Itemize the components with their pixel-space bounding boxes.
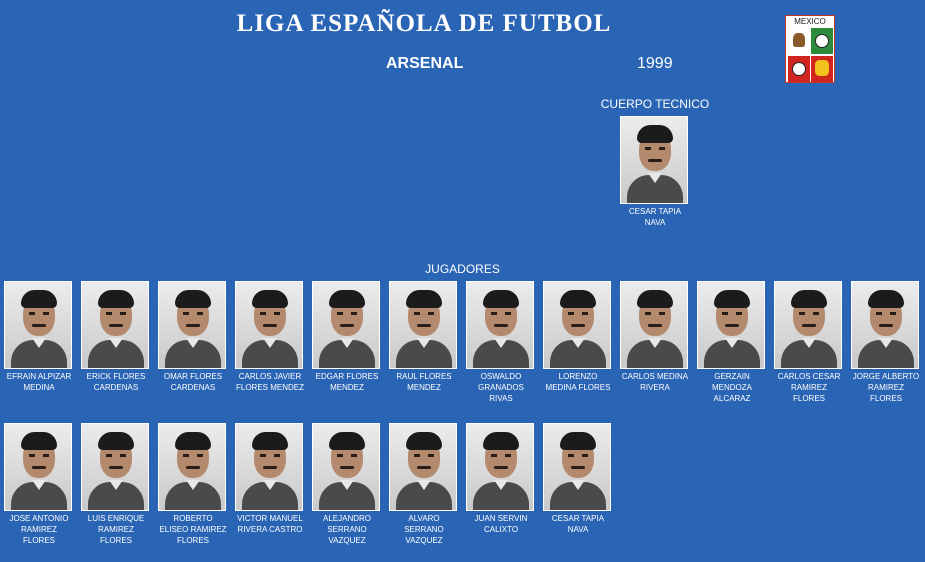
- portrait-must: [417, 466, 431, 469]
- portrait-eyes: [568, 454, 588, 457]
- player-card: [774, 281, 844, 404]
- portrait-eyes: [260, 454, 280, 457]
- player-name: ERICK FLORES CARDENAS: [86, 372, 146, 392]
- player-name: EFRAIN ALPIZAR MEDINA: [6, 372, 72, 392]
- portrait-photo: [620, 116, 688, 204]
- portrait-eyes: [568, 312, 588, 315]
- portrait-photo: [543, 281, 611, 369]
- portrait-eyes: [722, 312, 742, 315]
- portrait-hair: [406, 290, 442, 308]
- portrait-eyes: [29, 454, 49, 457]
- portrait-hair: [21, 290, 57, 308]
- portrait-hair: [98, 290, 134, 308]
- portrait-must: [494, 324, 508, 327]
- player-name: RAUL FLORES MENDEZ: [396, 372, 452, 392]
- player-name: VICTOR MANUEL RIVERA CASTRO: [237, 514, 303, 534]
- portrait-must: [725, 324, 739, 327]
- portrait-must: [32, 324, 46, 327]
- portrait-must: [648, 324, 662, 327]
- player-card: [81, 423, 151, 546]
- portrait-must: [186, 324, 200, 327]
- portrait-hair: [560, 432, 596, 450]
- portrait-hair: [406, 432, 442, 450]
- portrait-must: [417, 324, 431, 327]
- portrait-must: [494, 466, 508, 469]
- player-name: ALVARO SERRANO VAZQUEZ: [404, 514, 444, 545]
- eagle-icon: [793, 33, 805, 47]
- portrait-hair: [791, 290, 827, 308]
- portrait-eyes: [106, 454, 126, 457]
- portrait-eyes: [491, 454, 511, 457]
- portrait-photo: [81, 423, 149, 511]
- portrait-eyes: [337, 312, 357, 315]
- portrait-photo: [4, 281, 72, 369]
- portrait-hair: [175, 432, 211, 450]
- portrait-eyes: [876, 312, 896, 315]
- portrait-photo: [158, 423, 226, 511]
- portrait-must: [109, 324, 123, 327]
- portrait-eyes: [106, 312, 126, 315]
- player-card: [389, 281, 459, 393]
- portrait-eyes: [491, 312, 511, 315]
- player-name: OSWALDO GRANADOS RIVAS: [478, 372, 524, 403]
- portrait-hair: [329, 290, 365, 308]
- soccer-ball-icon: [792, 62, 806, 76]
- portrait-photo: [697, 281, 765, 369]
- player-name: LORENZO MEDINA FLORES: [545, 372, 611, 392]
- page-title: LIGA ESPAÑOLA DE FUTBOL: [236, 10, 612, 37]
- player-card: [620, 281, 690, 393]
- federation-logo: [785, 15, 835, 83]
- portrait-must: [340, 324, 354, 327]
- player-name: EDGAR FLORES MENDEZ: [315, 372, 379, 392]
- portrait-must: [802, 324, 816, 327]
- portrait-hair: [714, 290, 750, 308]
- portrait-photo: [4, 423, 72, 511]
- player-card: [543, 281, 613, 393]
- portrait-must: [648, 159, 662, 162]
- lion-icon: [815, 60, 829, 76]
- player-card: [697, 281, 767, 404]
- portrait-must: [571, 324, 585, 327]
- player-card: [389, 423, 459, 546]
- player-name: JUAN SERVIN CALIXTO: [474, 514, 528, 534]
- player-card: [466, 281, 536, 404]
- portrait-photo: [466, 423, 534, 511]
- portrait-must: [340, 466, 354, 469]
- portrait-eyes: [414, 454, 434, 457]
- player-card: [81, 281, 151, 393]
- staff-heading: CUERPO TECNICO: [600, 97, 710, 111]
- portrait-photo: [312, 423, 380, 511]
- portrait-photo: [466, 281, 534, 369]
- portrait-hair: [483, 290, 519, 308]
- players-heading: JUGADORES: [425, 262, 500, 276]
- portrait-hair: [560, 290, 596, 308]
- player-name: GERZAIN MENDOZA ALCARAZ: [712, 372, 752, 403]
- portrait-must: [263, 466, 277, 469]
- portrait-photo: [235, 281, 303, 369]
- player-name: CARLOS JAVIER FLORES MENDEZ: [235, 372, 304, 392]
- portrait-photo: [235, 423, 303, 511]
- portrait-hair: [252, 432, 288, 450]
- portrait-eyes: [337, 454, 357, 457]
- portrait-eyes: [183, 454, 203, 457]
- portrait-photo: [389, 423, 457, 511]
- portrait-hair: [252, 290, 288, 308]
- player-card: [158, 281, 228, 393]
- player-name: OMAR FLORES CARDENAS: [163, 372, 223, 392]
- player-card: [158, 423, 228, 546]
- portrait-photo: [389, 281, 457, 369]
- portrait-hair: [637, 125, 673, 143]
- portrait-eyes: [414, 312, 434, 315]
- portrait-must: [571, 466, 585, 469]
- player-name: LUIS ENRIQUE RAMIREZ FLORES: [87, 514, 145, 545]
- portrait-photo: [312, 281, 380, 369]
- player-card: [4, 423, 74, 546]
- player-card: [235, 281, 305, 393]
- player-name: CESAR TAPIA NAVA: [628, 207, 682, 227]
- team-name: ARSENAL: [386, 55, 464, 72]
- portrait-must: [263, 324, 277, 327]
- staff-card: [620, 116, 690, 228]
- portrait-photo: [774, 281, 842, 369]
- player-name: ALEJANDRO SERRANO VAZQUEZ: [322, 514, 371, 545]
- portrait-hair: [868, 290, 904, 308]
- portrait-hair: [175, 290, 211, 308]
- portrait-eyes: [183, 312, 203, 315]
- season-year: 1999: [637, 55, 673, 72]
- logo-label: MEXICO: [794, 17, 826, 26]
- player-name: ROBERTO ELISEO RAMIREZ FLORES: [159, 514, 227, 545]
- portrait-eyes: [645, 312, 665, 315]
- portrait-must: [879, 324, 893, 327]
- portrait-must: [32, 466, 46, 469]
- portrait-photo: [158, 281, 226, 369]
- player-card: [312, 281, 382, 393]
- portrait-eyes: [645, 147, 665, 150]
- portrait-eyes: [29, 312, 49, 315]
- player-card: [4, 281, 74, 393]
- player-name: CARLOS MEDINA RIVERA: [621, 372, 689, 392]
- portrait-photo: [620, 281, 688, 369]
- portrait-hair: [483, 432, 519, 450]
- portrait-photo: [81, 281, 149, 369]
- player-name: JOSE ANTONIO RAMIREZ FLORES: [9, 514, 69, 545]
- portrait-must: [186, 466, 200, 469]
- portrait-hair: [98, 432, 134, 450]
- portrait-hair: [637, 290, 673, 308]
- player-name: CARLOS CESAR RAMIREZ FLORES: [777, 372, 841, 403]
- player-card: [543, 423, 613, 535]
- portrait-photo: [851, 281, 919, 369]
- player-card: [466, 423, 536, 535]
- portrait-hair: [329, 432, 365, 450]
- player-card: [235, 423, 305, 535]
- player-card: [851, 281, 921, 404]
- portrait-photo: [543, 423, 611, 511]
- portrait-hair: [21, 432, 57, 450]
- soccer-ball-icon: [815, 34, 829, 48]
- player-name: JORGE ALBERTO RAMIREZ FLORES: [852, 372, 920, 403]
- portrait-must: [109, 466, 123, 469]
- portrait-eyes: [799, 312, 819, 315]
- portrait-eyes: [260, 312, 280, 315]
- player-card: [312, 423, 382, 546]
- player-name: CESAR TAPIA NAVA: [551, 514, 605, 534]
